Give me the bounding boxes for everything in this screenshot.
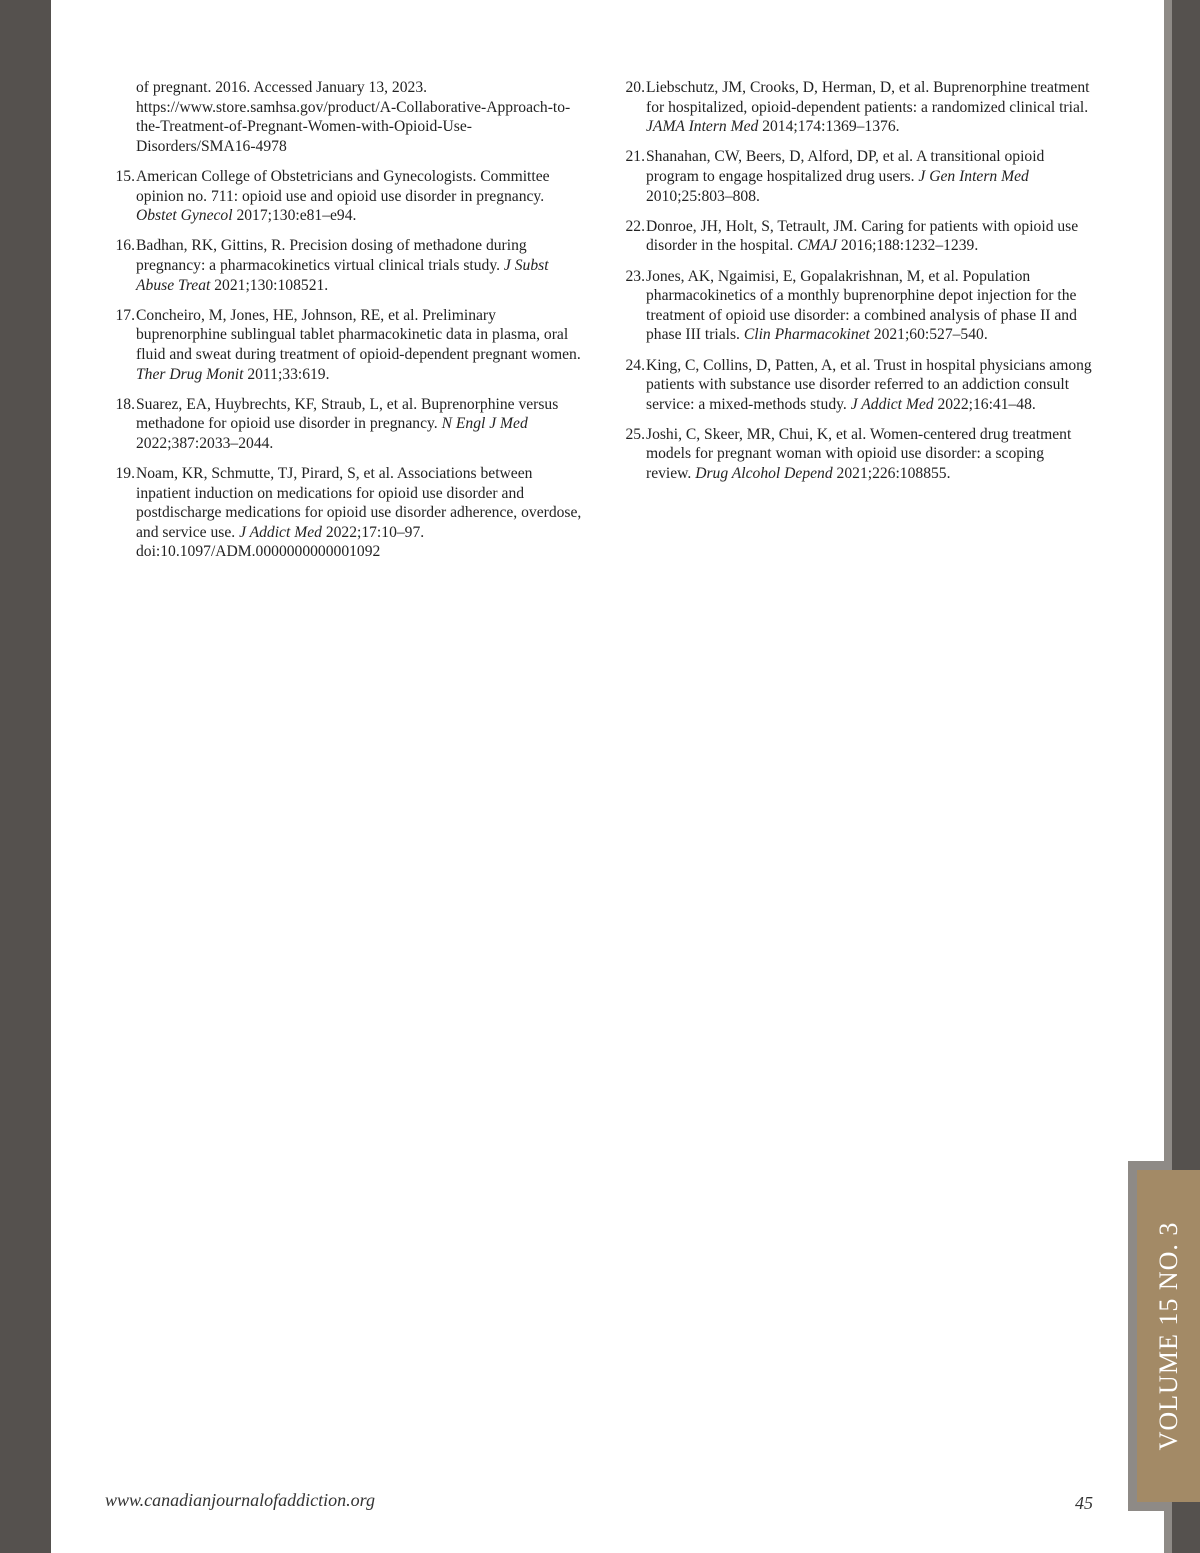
- reference-text: King, C, Collins, D, Patten, A, et al. Trust in hospital physicians among patients with substance use disorder referred to an addiction consult service: a mixed-methods study.: [646, 356, 1092, 413]
- left-margin-gap: [51, 0, 57, 1553]
- reference-citation: 2014;174:1369–1376.: [758, 118, 900, 136]
- reference-journal: J Addict Med: [239, 523, 322, 541]
- reference-journal: J Subst Abuse Treat: [136, 256, 549, 294]
- reference-citation: 2021;130:108521.: [210, 276, 329, 294]
- reference-citation: 2022;16:41–48.: [933, 395, 1036, 413]
- reference-18: [105, 395, 583, 454]
- reference-number: 19.: [115, 465, 135, 483]
- reference-number: 18.: [115, 395, 135, 413]
- reference-journal: N Engl J Med: [441, 415, 528, 433]
- reference-citation: 2016;188:1232–1239.: [837, 237, 979, 255]
- reference-text: American College of Obstetricians and Gynecologists. Committee opinion no. 711: opioid use and opioid use disorder in pregnancy.: [136, 167, 550, 205]
- reference-citation: 2011;33:619.: [243, 365, 330, 383]
- reference-continuation: [105, 78, 583, 156]
- reference-text: Joshi, C, Skeer, MR, Chui, K, et al. Women-centered drug treatment models for pregnant woman with opioid use disorder: a scoping review.: [646, 425, 1072, 483]
- reference-text: Concheiro, M, Jones, HE, Johnson, RE, et al. Preliminary buprenorphine sublingual tablet pharmacokinetic data in plasma, oral fluid and sweat during treatment of opioid-dependent pregnant women.: [136, 306, 581, 363]
- references-left-column: [105, 78, 583, 573]
- reference-journal: J Addict Med: [850, 395, 934, 413]
- reference-25: [615, 425, 1093, 484]
- reference-citation: 2010;25:803–808.: [646, 187, 760, 205]
- reference-journal: Ther Drug Monit: [136, 365, 244, 383]
- reference-journal: Obstet Gynecol: [136, 207, 233, 225]
- reference-citation: 2022;387:2033–2044.: [136, 434, 274, 452]
- reference-number: 21.: [625, 148, 645, 166]
- reference-number: 22.: [625, 217, 645, 235]
- reference-number: 16.: [115, 237, 135, 255]
- reference-number: 20.: [625, 79, 645, 96]
- footer-website-url: www.canadianjournalofaddiction.org: [105, 1490, 376, 1510]
- reference-journal: Drug Alcohol Depend: [695, 465, 833, 483]
- reference-number: 23.: [625, 267, 645, 285]
- reference-text: Jones, AK, Ngaimisi, E, Gopalakrishnan, M, et al. Population pharmacokinetics of a monthly buprenorphine depot injection for the treatment of opioid use disorder: a combined analysis of phase II and phase III trials.: [646, 267, 1077, 344]
- reference-citation: 2022;17:10–97. doi:10.1097/ADM.0000000000001092: [136, 523, 425, 561]
- reference-journal: J Gen Intern Med: [918, 167, 1029, 185]
- reference-journal: Clin Pharmacokinet: [743, 326, 870, 344]
- volume-label: VOLUME 15 NO. 3: [1153, 1221, 1183, 1451]
- reference-citation: 2021;226:108855.: [832, 465, 951, 483]
- reference-15: [105, 167, 583, 226]
- reference-text: Noam, KR, Schmutte, TJ, Pirard, S, et al. Associations between inpatient induction on medications for opioid use disorder and postdischarge medications for opioid use disorder adherence, overdose, and service use.: [136, 465, 582, 541]
- reference-text: Shanahan, CW, Beers, D, Alford, DP, et al. A transitional opioid program to engage hospitalized drug users.: [646, 148, 1045, 185]
- reference-citation: 2017;130:e81–e94.: [232, 207, 357, 225]
- reference-journal: CMAJ: [797, 237, 837, 255]
- reference-20: [615, 78, 1093, 137]
- reference-number: 25.: [625, 425, 645, 443]
- reference-number: 24.: [625, 356, 645, 374]
- reference-number: 17.: [115, 306, 135, 324]
- reference-text: Suarez, EA, Huybrechts, KF, Straub, L, et al. Buprenorphine versus methadone for opioid use disorder in pregnancy.: [136, 395, 559, 433]
- reference-journal: JAMA Intern Med: [646, 118, 759, 136]
- reference-21: [615, 147, 1093, 206]
- reference-23: [615, 267, 1093, 345]
- reference-text: Badhan, RK, Gittins, R. Precision dosing of methadone during pregnancy: a pharmacokinetics virtual clinical trials study.: [136, 237, 527, 274]
- page-number: 45: [1075, 1493, 1093, 1513]
- reference-17: [105, 306, 583, 384]
- left-margin-bar: [0, 0, 51, 1553]
- reference-24: [615, 356, 1093, 415]
- reference-text: Liebschutz, JM, Crooks, D, Herman, D, et al. Buprenorphine treatment for hospitalized, opioid-dependent patients: a randomized clinical trial.: [646, 79, 1090, 116]
- references-right-column: [615, 78, 1093, 494]
- reference-16: [105, 236, 583, 295]
- reference-19: [105, 464, 583, 562]
- reference-continuation-text: of pregnant. 2016. Accessed January 13, 2023. https://www.store.samhsa.gov/product/A-Collaborative-Approach-to-the-Treatment-of-Pregnant-Women-with-Opioid-Use-Disorders/SMA16-4978: [136, 79, 571, 155]
- reference-number: 15.: [115, 167, 135, 185]
- reference-text: Donroe, JH, Holt, S, Tetrault, JM. Caring for patients with opioid use disorder in the hospital.: [646, 217, 1079, 255]
- reference-citation: 2021;60:527–540.: [869, 326, 988, 344]
- reference-22: [615, 217, 1093, 256]
- volume-tab: [1137, 1170, 1200, 1502]
